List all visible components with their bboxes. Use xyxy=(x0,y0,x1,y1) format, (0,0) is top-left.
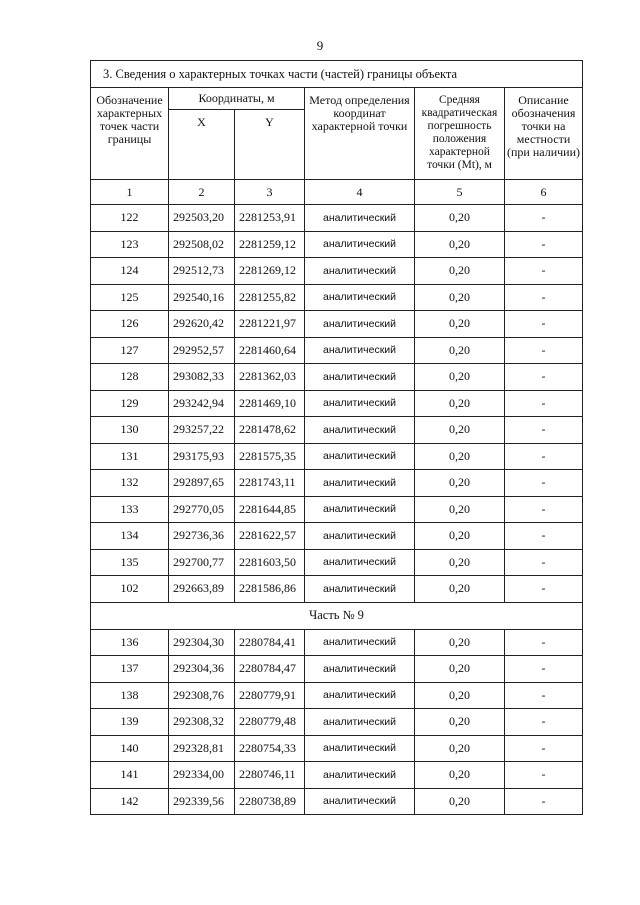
point-cell: 128 xyxy=(91,364,169,391)
y-coordinate-cell: 2281575,35 xyxy=(235,443,305,470)
method-cell: аналитический xyxy=(305,231,415,258)
description-cell: - xyxy=(505,656,583,683)
point-cell: 126 xyxy=(91,311,169,338)
method-cell: аналитический xyxy=(305,205,415,232)
header-y: Y xyxy=(235,110,305,180)
error-cell: 0,20 xyxy=(415,762,505,789)
part-row xyxy=(91,602,583,629)
x-coordinate-cell: 292770,05 xyxy=(169,496,235,523)
x-coordinate-cell: 292952,57 xyxy=(169,337,235,364)
x-coordinate-cell: 292304,36 xyxy=(169,656,235,683)
point-cell: 133 xyxy=(91,496,169,523)
description-cell: - xyxy=(505,549,583,576)
error-cell: 0,20 xyxy=(415,284,505,311)
point-cell: 132 xyxy=(91,470,169,497)
method-cell: аналитический xyxy=(305,523,415,550)
method-cell: аналитический xyxy=(305,311,415,338)
point-cell: 139 xyxy=(91,709,169,736)
description-cell: - xyxy=(505,417,583,444)
column-number: 1 xyxy=(91,180,169,205)
error-cell: 0,20 xyxy=(415,709,505,736)
x-coordinate-cell: 293175,93 xyxy=(169,443,235,470)
description-cell: - xyxy=(505,523,583,550)
x-coordinate-cell: 292620,42 xyxy=(169,311,235,338)
y-coordinate-cell: 2280784,41 xyxy=(235,629,305,656)
method-cell: аналитический xyxy=(305,788,415,815)
y-coordinate-cell: 2281253,91 xyxy=(235,205,305,232)
method-cell: аналитический xyxy=(305,629,415,656)
header-coordinates: Координаты, м xyxy=(169,88,305,110)
table-row xyxy=(91,364,583,391)
x-coordinate-cell: 292512,73 xyxy=(169,258,235,285)
description-cell: - xyxy=(505,284,583,311)
description-cell: - xyxy=(505,311,583,338)
description-cell: - xyxy=(505,364,583,391)
point-cell: 129 xyxy=(91,390,169,417)
y-coordinate-cell: 2280738,89 xyxy=(235,788,305,815)
error-cell: 0,20 xyxy=(415,682,505,709)
x-coordinate-cell: 292308,32 xyxy=(169,709,235,736)
x-coordinate-cell: 292503,20 xyxy=(169,205,235,232)
error-cell: 0,20 xyxy=(415,470,505,497)
y-coordinate-cell: 2280779,91 xyxy=(235,682,305,709)
column-number: 6 xyxy=(505,180,583,205)
error-cell: 0,20 xyxy=(415,337,505,364)
description-cell: - xyxy=(505,709,583,736)
error-cell: 0,20 xyxy=(415,576,505,603)
table-row xyxy=(91,417,583,444)
method-cell: аналитический xyxy=(305,656,415,683)
point-cell: 122 xyxy=(91,205,169,232)
x-coordinate-cell: 292736,36 xyxy=(169,523,235,550)
description-cell: - xyxy=(505,205,583,232)
y-coordinate-cell: 2280784,47 xyxy=(235,656,305,683)
column-number-row xyxy=(91,180,583,205)
table-row xyxy=(91,682,583,709)
y-coordinate-cell: 2281586,86 xyxy=(235,576,305,603)
error-cell: 0,20 xyxy=(415,311,505,338)
column-number: 3 xyxy=(235,180,305,205)
x-coordinate-cell: 292328,81 xyxy=(169,735,235,762)
point-cell: 123 xyxy=(91,231,169,258)
header-point-designation: Обозначение характерных точек части границы xyxy=(91,88,169,180)
y-coordinate-cell: 2281478,62 xyxy=(235,417,305,444)
table-row xyxy=(91,496,583,523)
error-cell: 0,20 xyxy=(415,735,505,762)
method-cell: аналитический xyxy=(305,470,415,497)
y-coordinate-cell: 2281221,97 xyxy=(235,311,305,338)
error-cell: 0,20 xyxy=(415,656,505,683)
method-cell: аналитический xyxy=(305,762,415,789)
y-coordinate-cell: 2281644,85 xyxy=(235,496,305,523)
method-cell: аналитический xyxy=(305,576,415,603)
x-coordinate-cell: 292308,76 xyxy=(169,682,235,709)
method-cell: аналитический xyxy=(305,284,415,311)
error-cell: 0,20 xyxy=(415,443,505,470)
error-cell: 0,20 xyxy=(415,364,505,391)
table-row xyxy=(91,390,583,417)
method-cell: аналитический xyxy=(305,390,415,417)
column-number: 4 xyxy=(305,180,415,205)
table-row xyxy=(91,735,583,762)
section-title: 3. Сведения о характерных точках части (частей) границы объекта xyxy=(91,61,583,88)
table-row xyxy=(91,788,583,815)
table-row xyxy=(91,337,583,364)
x-coordinate-cell: 292304,30 xyxy=(169,629,235,656)
description-cell: - xyxy=(505,496,583,523)
error-cell: 0,20 xyxy=(415,496,505,523)
y-coordinate-cell: 2280779,48 xyxy=(235,709,305,736)
x-coordinate-cell: 293242,94 xyxy=(169,390,235,417)
point-cell: 140 xyxy=(91,735,169,762)
header-method: Метод определения координат характерной точки xyxy=(305,88,415,180)
method-cell: аналитический xyxy=(305,337,415,364)
y-coordinate-cell: 2281362,03 xyxy=(235,364,305,391)
x-coordinate-cell: 292339,56 xyxy=(169,788,235,815)
point-cell: 124 xyxy=(91,258,169,285)
error-cell: 0,20 xyxy=(415,549,505,576)
y-coordinate-cell: 2281269,12 xyxy=(235,258,305,285)
header-error: Средняя квадратическая погрешность положения характерной точки (Mt), м xyxy=(415,88,505,180)
header-x: X xyxy=(169,110,235,180)
description-cell: - xyxy=(505,390,583,417)
table-row xyxy=(91,311,583,338)
method-cell: аналитический xyxy=(305,496,415,523)
table-row xyxy=(91,709,583,736)
table-row xyxy=(91,576,583,603)
y-coordinate-cell: 2281622,57 xyxy=(235,523,305,550)
error-cell: 0,20 xyxy=(415,231,505,258)
error-cell: 0,20 xyxy=(415,258,505,285)
description-cell: - xyxy=(505,337,583,364)
part-label: Часть № 9 xyxy=(91,602,583,629)
y-coordinate-cell: 2281255,82 xyxy=(235,284,305,311)
x-coordinate-cell: 292700,77 xyxy=(169,549,235,576)
point-cell: 138 xyxy=(91,682,169,709)
description-cell: - xyxy=(505,470,583,497)
point-cell: 127 xyxy=(91,337,169,364)
method-cell: аналитический xyxy=(305,258,415,285)
description-cell: - xyxy=(505,762,583,789)
description-cell: - xyxy=(505,231,583,258)
point-cell: 135 xyxy=(91,549,169,576)
point-cell: 102 xyxy=(91,576,169,603)
description-cell: - xyxy=(505,735,583,762)
error-cell: 0,20 xyxy=(415,205,505,232)
y-coordinate-cell: 2281460,64 xyxy=(235,337,305,364)
y-coordinate-cell: 2281743,11 xyxy=(235,470,305,497)
point-cell: 141 xyxy=(91,762,169,789)
error-cell: 0,20 xyxy=(415,523,505,550)
description-cell: - xyxy=(505,788,583,815)
method-cell: аналитический xyxy=(305,682,415,709)
y-coordinate-cell: 2280754,33 xyxy=(235,735,305,762)
boundary-points-table xyxy=(90,60,583,815)
x-coordinate-cell: 292334,00 xyxy=(169,762,235,789)
description-cell: - xyxy=(505,629,583,656)
y-coordinate-cell: 2280746,11 xyxy=(235,762,305,789)
point-cell: 137 xyxy=(91,656,169,683)
x-coordinate-cell: 292663,89 xyxy=(169,576,235,603)
y-coordinate-cell: 2281469,10 xyxy=(235,390,305,417)
error-cell: 0,20 xyxy=(415,629,505,656)
x-coordinate-cell: 292897,65 xyxy=(169,470,235,497)
method-cell: аналитический xyxy=(305,709,415,736)
error-cell: 0,20 xyxy=(415,390,505,417)
point-cell: 142 xyxy=(91,788,169,815)
column-number: 5 xyxy=(415,180,505,205)
point-cell: 130 xyxy=(91,417,169,444)
x-coordinate-cell: 292540,16 xyxy=(169,284,235,311)
method-cell: аналитический xyxy=(305,417,415,444)
page-number: 9 xyxy=(316,38,324,53)
table-row xyxy=(91,549,583,576)
y-coordinate-cell: 2281259,12 xyxy=(235,231,305,258)
table-row xyxy=(91,205,583,232)
method-cell: аналитический xyxy=(305,549,415,576)
point-cell: 131 xyxy=(91,443,169,470)
x-coordinate-cell: 293257,22 xyxy=(169,417,235,444)
table-row xyxy=(91,762,583,789)
description-cell: - xyxy=(505,682,583,709)
header-description: Описание обозначения точки на местности (при наличии) xyxy=(505,88,583,180)
table-row xyxy=(91,656,583,683)
table-row xyxy=(91,231,583,258)
table-row xyxy=(91,443,583,470)
x-coordinate-cell: 293082,33 xyxy=(169,364,235,391)
table-row xyxy=(91,629,583,656)
description-cell: - xyxy=(505,443,583,470)
error-cell: 0,20 xyxy=(415,788,505,815)
description-cell: - xyxy=(505,258,583,285)
method-cell: аналитический xyxy=(305,364,415,391)
table-row xyxy=(91,284,583,311)
table-row xyxy=(91,258,583,285)
x-coordinate-cell: 292508,02 xyxy=(169,231,235,258)
point-cell: 134 xyxy=(91,523,169,550)
column-number: 2 xyxy=(169,180,235,205)
description-cell: - xyxy=(505,576,583,603)
method-cell: аналитический xyxy=(305,735,415,762)
method-cell: аналитический xyxy=(305,443,415,470)
point-cell: 136 xyxy=(91,629,169,656)
table-row xyxy=(91,470,583,497)
error-cell: 0,20 xyxy=(415,417,505,444)
y-coordinate-cell: 2281603,50 xyxy=(235,549,305,576)
point-cell: 125 xyxy=(91,284,169,311)
table-row xyxy=(91,523,583,550)
